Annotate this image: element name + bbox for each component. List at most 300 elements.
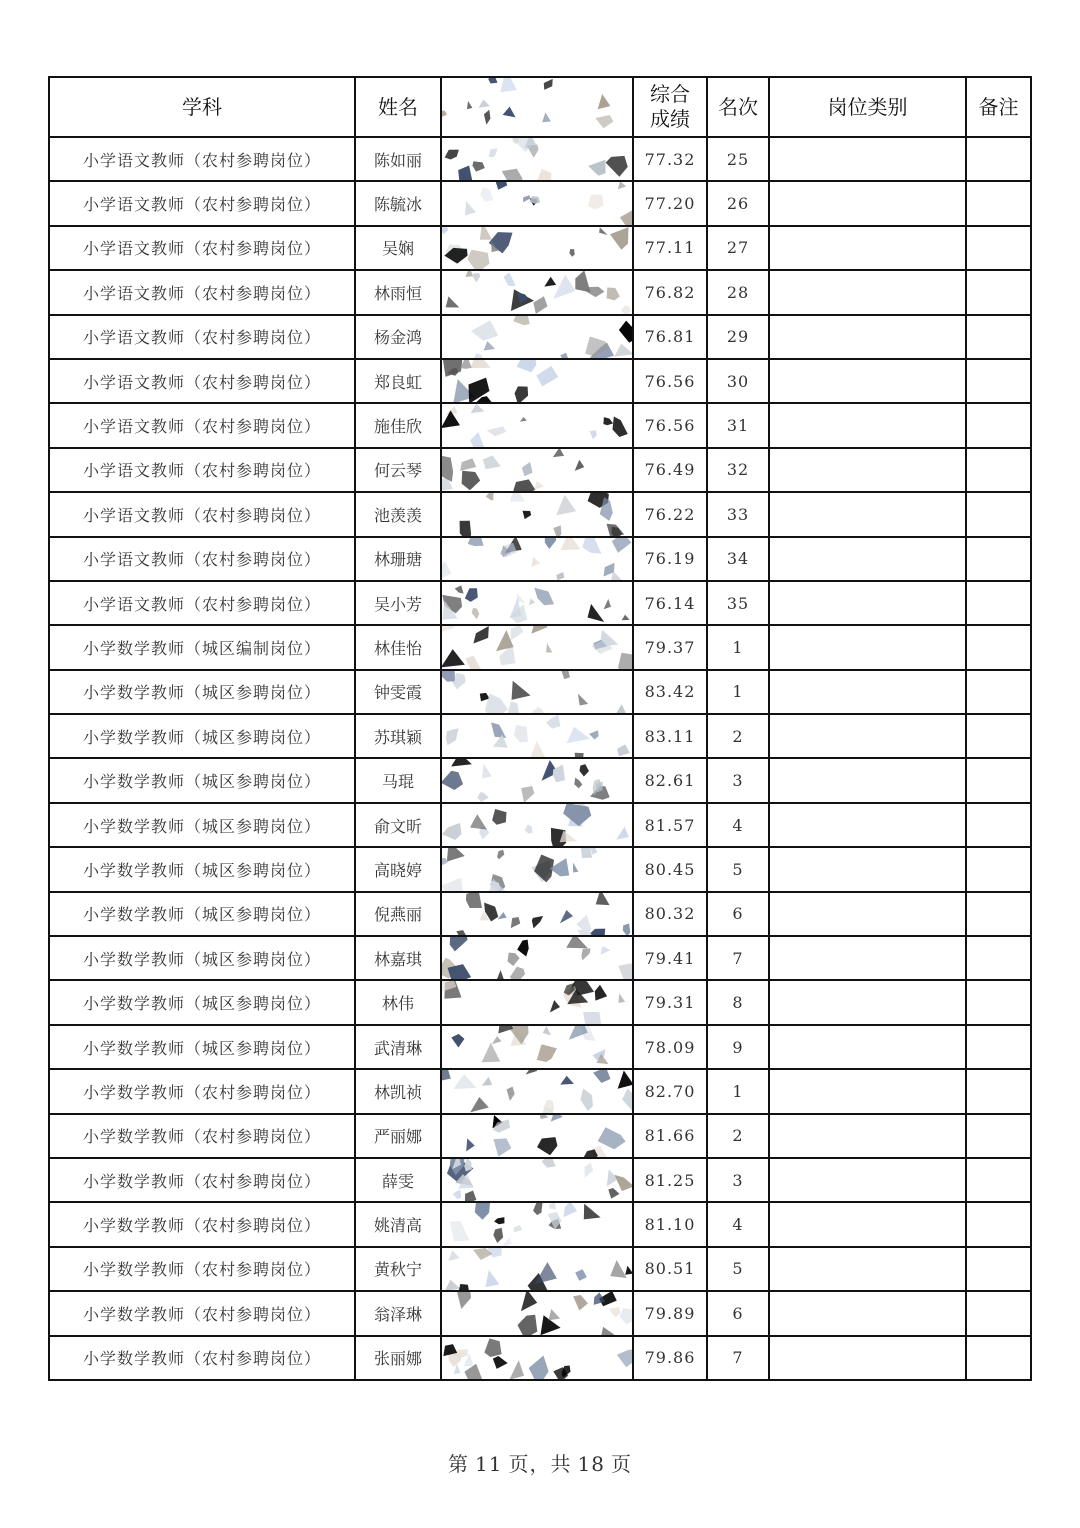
mosaic-shard <box>598 1127 626 1149</box>
mosaic-shard <box>618 1071 632 1089</box>
mosaic-shard <box>470 814 487 829</box>
cell-rank: 34 <box>707 537 769 581</box>
cell-remark <box>966 892 1031 936</box>
cell-subject: 小学数学教师（城区参聘岗位） <box>49 847 355 891</box>
cell-score: 80.45 <box>633 847 707 891</box>
cell-remark <box>966 1069 1031 1113</box>
cell-rank: 32 <box>707 448 769 492</box>
mosaic-shard <box>467 249 489 269</box>
cell-name: 黄秋宁 <box>355 1247 441 1291</box>
cell-remark <box>966 226 1031 270</box>
mosaic-shard <box>468 538 484 546</box>
cell-subject: 小学数学教师（农村参聘岗位） <box>49 1069 355 1113</box>
cell-remark <box>966 492 1031 536</box>
cell-subject: 小学数学教师（农村参聘岗位） <box>49 1247 355 1291</box>
mosaic-shard <box>465 202 476 216</box>
cell-category <box>769 936 966 980</box>
cell-rank: 1 <box>707 625 769 669</box>
mosaic-shard <box>620 210 632 225</box>
cell-remark <box>966 359 1031 403</box>
privacy-mask-mosaic <box>442 804 632 846</box>
mosaic-shard <box>563 804 591 826</box>
cell-rank: 5 <box>707 1247 769 1291</box>
cell-masked <box>441 270 633 314</box>
footer-page-number: 11 <box>475 1452 503 1476</box>
mosaic-shard <box>514 725 528 742</box>
mosaic-shard <box>483 455 501 469</box>
cell-rank: 33 <box>707 492 769 536</box>
mosaic-shard <box>520 417 527 422</box>
cell-subject: 小学数学教师（城区参聘岗位） <box>49 936 355 980</box>
mosaic-shard <box>560 352 568 358</box>
mosaic-shard <box>596 893 610 905</box>
cell-subject: 小学语文教师（农村参聘岗位） <box>49 226 355 270</box>
cell-masked <box>441 1291 633 1335</box>
mosaic-shard <box>529 598 536 605</box>
header-subject: 学科 <box>49 77 355 137</box>
mosaic-shard <box>498 912 507 919</box>
mosaic-shard <box>526 1070 538 1074</box>
mosaic-shard <box>473 353 482 358</box>
mosaic-shard <box>470 360 490 368</box>
mosaic-shard <box>507 701 519 713</box>
mosaic-shard <box>583 1012 601 1024</box>
mosaic-shard <box>553 765 565 783</box>
cell-category <box>769 1158 966 1202</box>
cell-subject: 小学语文教师（农村参聘岗位） <box>49 403 355 447</box>
cell-masked <box>441 137 633 181</box>
cell-masked <box>441 1114 633 1158</box>
mosaic-shard <box>523 196 530 203</box>
cell-name: 马琨 <box>355 758 441 802</box>
cell-rank: 3 <box>707 758 769 802</box>
page-footer <box>0 1448 1080 1477</box>
cell-subject: 小学语文教师（农村参聘岗位） <box>49 492 355 536</box>
cell-rank: 1 <box>707 670 769 714</box>
cell-remark <box>966 1202 1031 1246</box>
cell-remark <box>966 1158 1031 1202</box>
cell-score: 82.70 <box>633 1069 707 1113</box>
cell-score: 79.89 <box>633 1291 707 1335</box>
cell-name: 钟雯霞 <box>355 670 441 714</box>
cell-subject: 小学数学教师（农村参聘岗位） <box>49 1158 355 1202</box>
mosaic-shard <box>536 366 558 386</box>
mosaic-shard <box>445 1280 460 1291</box>
mosaic-shard <box>535 1262 557 1284</box>
cell-masked <box>441 1069 633 1113</box>
cell-masked <box>441 537 633 581</box>
table-row <box>49 1114 1031 1158</box>
table-row <box>49 403 1031 447</box>
cell-rank: 31 <box>707 403 769 447</box>
privacy-mask-mosaic <box>442 316 632 358</box>
cell-masked <box>441 581 633 625</box>
mosaic-shard <box>482 764 492 779</box>
cell-score: 80.32 <box>633 892 707 936</box>
mosaic-shard <box>449 1250 460 1260</box>
table-row <box>49 315 1031 359</box>
cell-score: 76.14 <box>633 581 707 625</box>
mosaic-shard <box>616 826 629 839</box>
mosaic-shard <box>489 148 498 157</box>
privacy-mask-mosaic <box>442 538 632 580</box>
privacy-mask-mosaic <box>442 493 632 535</box>
mosaic-shard <box>510 493 525 502</box>
mosaic-shard <box>517 360 537 372</box>
cell-remark <box>966 625 1031 669</box>
mosaic-shard <box>511 626 524 640</box>
mosaic-shard <box>574 778 582 789</box>
privacy-mask-mosaic <box>442 449 632 491</box>
mosaic-shard <box>556 495 576 515</box>
cell-name: 吴娴 <box>355 226 441 270</box>
mosaic-shard <box>556 572 564 580</box>
mosaic-shard <box>493 1138 511 1156</box>
cell-name: 林珊瑭 <box>355 537 441 581</box>
cell-remark <box>966 1291 1031 1335</box>
cell-remark <box>966 537 1031 581</box>
cell-name: 姚清高 <box>355 1202 441 1246</box>
mosaic-shard <box>493 1228 503 1243</box>
mosaic-shard <box>566 937 588 948</box>
cell-subject: 小学数学教师（农村参聘岗位） <box>49 1202 355 1246</box>
mosaic-shard <box>513 316 530 325</box>
mosaic-shard <box>465 656 481 669</box>
cell-rank: 7 <box>707 936 769 980</box>
cell-category <box>769 1202 966 1246</box>
cell-score: 76.81 <box>633 315 707 359</box>
mosaic-shard <box>446 297 460 308</box>
mosaic-shard <box>507 1087 515 1101</box>
mosaic-shard <box>561 671 570 679</box>
cell-remark <box>966 315 1031 359</box>
mosaic-shard <box>581 948 590 960</box>
mosaic-shard <box>477 793 488 802</box>
cell-rank: 1 <box>707 1069 769 1113</box>
cell-rank: 35 <box>707 581 769 625</box>
cell-masked <box>441 980 633 1024</box>
cell-masked <box>441 847 633 891</box>
header-score <box>633 77 707 137</box>
mosaic-shard <box>485 693 508 713</box>
table-row <box>49 714 1031 758</box>
cell-rank: 6 <box>707 1291 769 1335</box>
cell-category <box>769 537 966 581</box>
cell-category <box>769 1247 966 1291</box>
privacy-mask-mosaic <box>442 182 632 224</box>
mosaic-shard <box>488 78 497 83</box>
header-score-line2: 成绩 <box>650 107 690 131</box>
cell-remark <box>966 936 1031 980</box>
mosaic-shard <box>619 320 632 342</box>
mosaic-shard <box>575 753 584 758</box>
cell-subject: 小学语文教师（农村参聘岗位） <box>49 537 355 581</box>
table-row <box>49 1247 1031 1291</box>
cell-masked <box>441 1158 633 1202</box>
mosaic-shard <box>582 538 601 554</box>
cell-rank: 8 <box>707 980 769 1024</box>
mosaic-shard <box>604 599 611 609</box>
cell-category <box>769 1025 966 1069</box>
mosaic-shard <box>453 1190 461 1200</box>
mosaic-shard <box>517 1315 537 1335</box>
mosaic-shard <box>529 196 540 204</box>
cell-score: 76.82 <box>633 270 707 314</box>
cell-masked <box>441 714 633 758</box>
mosaic-shard <box>607 288 620 301</box>
table-row <box>49 1069 1031 1113</box>
mosaic-shard <box>471 404 485 413</box>
mosaic-shard <box>533 1203 542 1215</box>
cell-category <box>769 803 966 847</box>
mosaic-shard <box>580 1089 593 1111</box>
cell-subject: 小学数学教师（农村参聘岗位） <box>49 1114 355 1158</box>
mosaic-shard <box>480 187 493 202</box>
mosaic-shard <box>603 417 613 425</box>
table-row <box>49 537 1031 581</box>
mosaic-shard <box>588 195 604 210</box>
footer-prefix: 第 <box>448 1452 470 1476</box>
mosaic-shard <box>450 1221 470 1241</box>
privacy-mask-mosaic <box>442 1248 632 1290</box>
cell-subject: 小学数学教师（农村参聘岗位） <box>49 1291 355 1335</box>
cell-category <box>769 758 966 802</box>
mosaic-shard <box>523 511 532 519</box>
mosaic-shard <box>593 1070 610 1083</box>
cell-rank: 7 <box>707 1336 769 1380</box>
cell-score: 77.20 <box>633 181 707 225</box>
cell-rank: 2 <box>707 714 769 758</box>
mosaic-shard <box>537 169 551 181</box>
mosaic-shard <box>493 1356 508 1369</box>
cell-name: 林伟 <box>355 980 441 1024</box>
mosaic-shard <box>545 538 557 549</box>
privacy-mask-mosaic <box>442 1159 632 1201</box>
table-row <box>49 1336 1031 1380</box>
cell-remark <box>966 448 1031 492</box>
cell-category <box>769 714 966 758</box>
mosaic-shard <box>553 449 564 457</box>
cell-subject: 小学数学教师（城区参聘岗位） <box>49 980 355 1024</box>
privacy-mask-mosaic <box>442 626 632 668</box>
footer-total-pages: 18 <box>577 1452 605 1476</box>
mosaic-shard <box>456 930 466 935</box>
mosaic-shard <box>578 693 588 705</box>
cell-remark <box>966 1025 1031 1069</box>
mosaic-shard <box>564 1203 577 1217</box>
cell-name: 翁泽琳 <box>355 1291 441 1335</box>
cell-remark <box>966 581 1031 625</box>
table-row <box>49 1158 1031 1202</box>
cell-masked <box>441 1336 633 1380</box>
results-body <box>49 137 1031 1380</box>
cell-category <box>769 181 966 225</box>
cell-rank: 26 <box>707 181 769 225</box>
mosaic-shard <box>612 538 632 553</box>
cell-category <box>769 270 966 314</box>
mosaic-shard <box>459 1284 469 1290</box>
table-row <box>49 758 1031 802</box>
cell-name: 苏琪颖 <box>355 714 441 758</box>
mosaic-shard <box>472 161 484 171</box>
mosaic-shard <box>581 848 592 858</box>
mosaic-shard <box>617 1349 632 1367</box>
cell-remark <box>966 980 1031 1024</box>
mosaic-shard <box>492 1036 502 1044</box>
cell-remark <box>966 1247 1031 1291</box>
mosaic-shard <box>575 271 590 292</box>
cell-category <box>769 1336 966 1380</box>
cell-name: 何云琴 <box>355 448 441 492</box>
cell-category <box>769 359 966 403</box>
cell-name: 吴小芳 <box>355 581 441 625</box>
mosaic-shard <box>442 649 465 667</box>
cell-name: 施佳欣 <box>355 403 441 447</box>
mosaic-shard <box>579 765 589 777</box>
cell-rank: 30 <box>707 359 769 403</box>
mosaic-shard <box>588 604 605 622</box>
table-row <box>49 1202 1031 1246</box>
mosaic-shard <box>442 671 455 682</box>
table-row <box>49 492 1031 536</box>
cell-subject: 小学数学教师（城区参聘岗位） <box>49 714 355 758</box>
mosaic-shard <box>494 970 505 979</box>
cell-name: 高晓婷 <box>355 847 441 891</box>
cell-category <box>769 1291 966 1335</box>
table-row <box>49 847 1031 891</box>
mosaic-shard <box>466 893 482 908</box>
cell-score: 81.25 <box>633 1158 707 1202</box>
header-score-line1: 综合 <box>650 82 690 106</box>
mosaic-shard <box>455 585 464 593</box>
mosaic-shard <box>512 680 531 699</box>
mosaic-shard <box>451 1034 464 1048</box>
table-row <box>49 581 1031 625</box>
privacy-mask-mosaic <box>442 582 632 624</box>
cell-remark <box>966 1336 1031 1380</box>
cell-masked <box>441 226 633 270</box>
mosaic-shard <box>487 427 507 437</box>
mosaic-shard <box>599 227 607 235</box>
table-row <box>49 359 1031 403</box>
privacy-mask-mosaic <box>442 1337 632 1379</box>
mosaic-shard <box>442 561 451 579</box>
mosaic-shard <box>539 1115 548 1119</box>
mosaic-shard <box>504 272 516 286</box>
cell-remark <box>966 270 1031 314</box>
cell-subject: 小学语文教师（农村参聘岗位） <box>49 359 355 403</box>
cell-category <box>769 492 966 536</box>
mosaic-shard <box>622 1089 632 1113</box>
cell-masked <box>441 803 633 847</box>
privacy-mask-mosaic <box>442 360 632 402</box>
mosaic-shard <box>472 608 480 620</box>
cell-remark <box>966 181 1031 225</box>
mosaic-shard <box>447 848 465 862</box>
cell-remark <box>966 137 1031 181</box>
privacy-mask-mosaic <box>442 1026 632 1068</box>
mosaic-shard <box>522 462 533 476</box>
mosaic-shard <box>442 823 461 840</box>
mosaic-shard <box>450 937 468 951</box>
mosaic-shard <box>460 458 476 471</box>
mosaic-shard <box>608 1307 620 1317</box>
mosaic-shard <box>465 271 473 277</box>
cell-masked <box>441 448 633 492</box>
cell-category <box>769 137 966 181</box>
privacy-mask-mosaic <box>442 1292 632 1334</box>
mosaic-shard <box>622 615 630 621</box>
cell-rank: 29 <box>707 315 769 359</box>
mosaic-shard <box>494 182 507 190</box>
header-category: 岗位类别 <box>769 77 966 137</box>
mosaic-shard <box>573 863 578 873</box>
mosaic-shard <box>598 94 611 109</box>
mosaic-shard <box>532 706 545 713</box>
cell-remark <box>966 714 1031 758</box>
mosaic-shard <box>442 771 463 790</box>
mosaic-shard <box>601 1327 615 1335</box>
mosaic-shard <box>567 727 590 744</box>
cell-category <box>769 847 966 891</box>
table-row <box>49 181 1031 225</box>
mosaic-shard <box>614 343 632 356</box>
cell-subject: 小学语文教师（农村参聘岗位） <box>49 315 355 359</box>
mosaic-shard <box>553 275 575 300</box>
cell-score: 79.86 <box>633 1336 707 1380</box>
cell-score: 77.32 <box>633 137 707 181</box>
cell-subject: 小学数学教师（城区参聘岗位） <box>49 892 355 936</box>
mosaic-shard <box>560 1076 574 1085</box>
mosaic-shard <box>515 386 529 402</box>
cell-rank: 2 <box>707 1114 769 1158</box>
mosaic-shard <box>442 626 454 633</box>
privacy-mask-mosaic <box>442 848 632 890</box>
mosaic-shard <box>584 1204 601 1220</box>
header-name: 姓名 <box>355 77 441 137</box>
cell-masked <box>441 315 633 359</box>
cell-subject: 小学数学教师（城区编制岗位） <box>49 625 355 669</box>
cell-category <box>769 1069 966 1113</box>
cell-remark <box>966 803 1031 847</box>
mosaic-shard <box>479 99 490 107</box>
mosaic-shard <box>544 79 553 90</box>
cell-name: 陈毓冰 <box>355 181 441 225</box>
cell-rank: 6 <box>707 892 769 936</box>
mosaic-shard <box>534 481 544 490</box>
cell-remark <box>966 403 1031 447</box>
mosaic-shard <box>484 110 490 125</box>
table-row <box>49 448 1031 492</box>
cell-rank: 27 <box>707 226 769 270</box>
mosaic-shard <box>473 626 488 643</box>
table-row <box>49 803 1031 847</box>
mosaic-shard <box>442 411 460 429</box>
mosaic-shard <box>569 249 574 257</box>
mosaic-shard <box>482 1043 501 1062</box>
header-remark: 备注 <box>966 77 1031 137</box>
mosaic-shard <box>551 1115 563 1122</box>
mosaic-shard <box>585 1163 594 1178</box>
cell-rank: 25 <box>707 137 769 181</box>
mosaic-shard <box>542 1159 556 1168</box>
table-row <box>49 936 1031 980</box>
mosaic-shard <box>510 967 525 980</box>
mosaic-shard <box>619 1308 632 1324</box>
cell-score: 79.37 <box>633 625 707 669</box>
mosaic-shard <box>492 809 506 825</box>
mosaic-shard <box>482 1077 492 1086</box>
